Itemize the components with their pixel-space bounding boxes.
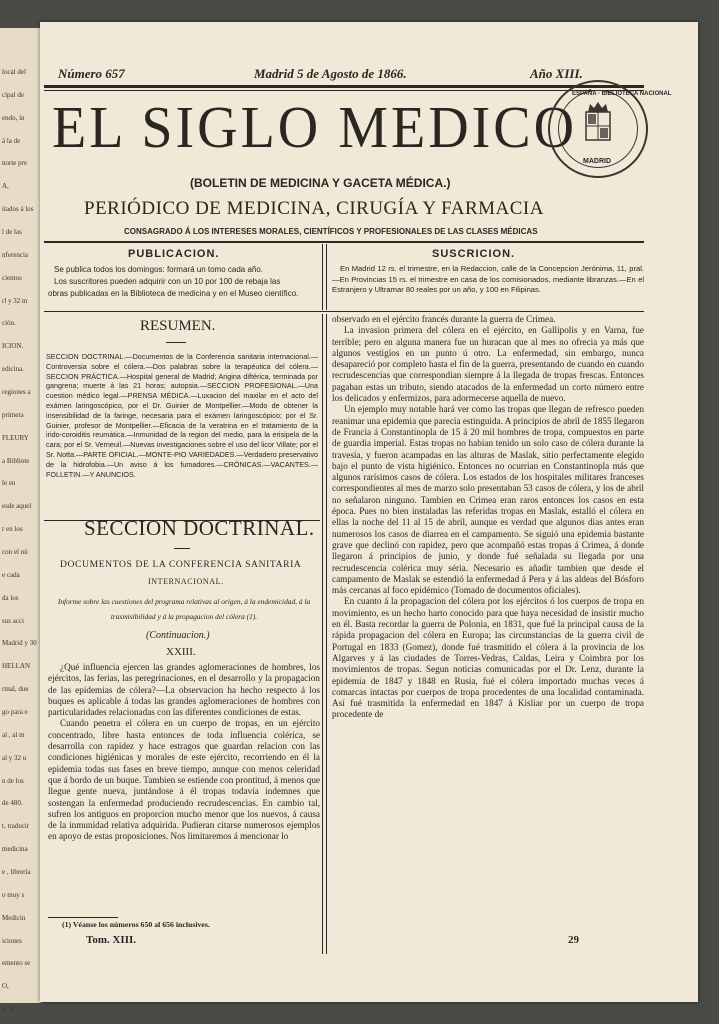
issue-date: Madrid 5 de Agosto de 1866.	[254, 66, 407, 81]
previous-page-fragment: da los	[2, 593, 19, 602]
previous-page-fragment: medicina	[2, 845, 28, 854]
issue-year: Año XIII.	[530, 66, 583, 81]
issue-number: Número 657	[58, 66, 125, 81]
previous-page-fragment: o muy s	[2, 890, 25, 899]
previous-page-fragment: cientos	[2, 273, 22, 282]
page-number: 29	[568, 934, 579, 946]
previous-page-fragment: Madrid y 30	[2, 639, 37, 648]
column-divider-2	[326, 314, 327, 954]
subtitle-boletin: (BOLETIN DE MEDICINA Y GACETA MÉDICA.)	[190, 176, 451, 190]
previous-page-fragment: esde aquel	[2, 502, 32, 511]
paragraph: Cuando penetra el cólera en un cuerpo de tropas, en un ejército concentrado, libre hasta entonces de toda influencia colérica, se desarrolla con rapidez y hace estragos que guardan relacion con las condiciones higiénicas y morales de este ejército, recorriendo en él la epidemia todas sus fases en breve tiempo, aunque con menos celeridad que á bordo de un buque. Tambien se estiende con prontitud, á menos que llegue gente nueva, juntándose á él tropas todavía indemnes que sostengan la enfermedad produciendo recrudescencias. En cambio tal, sufren los antiguos en proporcion mucho menor que los nuevos, á causa de la inmunidad relativa adquirida. Pudieran citarse numerosos ejemplos en apoyo de estas proposiciones. Nos limitaremos á mencionar lo	[48, 718, 320, 842]
previous-page-fragment: o, 4.	[2, 1005, 15, 1014]
stamp-bottom-text: MADRID	[583, 158, 611, 165]
previous-page-fragment: Medicin	[2, 913, 26, 922]
doc-title: DOCUMENTOS DE LA CONFERENCIA SANITARIA	[60, 559, 302, 570]
previous-page-fragment: norte pre	[2, 159, 28, 168]
previous-page-fragment: e cada	[2, 570, 20, 579]
previous-page-edge	[0, 28, 42, 1014]
publicacion-line: Se publica todos los domingos: formará un tomo cada año.	[54, 265, 264, 274]
masthead-title: EL SIGLO MEDICO	[52, 95, 578, 161]
previous-page-fragment: al , al m	[2, 730, 25, 739]
box-divider-2	[326, 244, 327, 310]
seccion-title: SECCION DOCTRINAL.	[84, 516, 315, 540]
stamp-top-text: ESPAÑA · BIBLIOTECA NACIONAL	[572, 91, 672, 97]
paragraph: Un ejemplo muy notable hará ver como las tropas que llegan de refresco pueden reanimar una epidemia que parecia estinguida. A principios de abril de 1855 llegaron de Francia á Constantinopla de 15 á 20 mil hombres de tropa, compuestos en parte de guardia imperial. Estas tropas no habian tenido un solo caso de cólera durante la travesía, y fueron acampadas en las alturas de Maslak, sitio perfectamente elegido bajo el punto de vista higiénico. Entonces no ocurrian en Constantinopla más que algunos rarísimos casos de cólera. Los estados de los hospitales militares franceses correspondientes al mes de marzo solo presentaban 53 casos de cólera, y los de abril no señalaron ninguno. Tambien en Crimea eran raros entonces los casos en esta época. Pues no bien instaladas las referidas tropas en Maslak, estalló el cólera en ellas la noche del 11 al 15 de abril, aunque es verdad que algunos dias antes eran numerosos los casos de diarrea en el campamento. Se siguió una epidemia bastante grave que declinó con rapidez, pero que acompañó estas tropas á Crimea, á donde llegaron á principios de junio, y donde fué señalada su llegada por una recrudescencia colérica muy séria. Necesario es añadir tambien que desde el campamento de Maslak se estendió la enfermedad á Pera y á las aldeas del Bósforo más cercanas al foco epidémico (Tomado de documentos oficiales).	[332, 404, 645, 596]
paragraph: ¿Qué influencia ejercen las grandes aglomeraciones de hombres, los ejércitos, las ferias, las peregrinaciones, en el desarrollo y la propagacion de las epidemias de cólera?—La observacion ha hecho respecto á los buques es aplicable á todas las grandes aglomeraciones de hombres con particularidades relacionadas con las diferentes condiciones de estas.	[48, 662, 320, 718]
resumen-text: SECCION DOCTRINAL.—Documentos de la Conferencia sanitaria internacional.—Controversia sobre el cólera.—Dos palabras sobre la terapéutica del cólera.—SECCION PRÁCTICA.—Hospital general de Madrid; Angina diftérica, terminada por gangrena; muerte á las 21 horas; autopsia.—SECCION PROFESIONAL.—Una cuestion médico legal.—PRENSA MÉDICA.—Luxacion del maxilar en el acto del exámen laringoscópico, por el Dr. Guinier de Montpellier.—Modo de obtener la insensibilidad de la faringe, necesaria para el exámen laringoscópico; por el Sr. Guinier, profesor de Montpellier.—Eficacia de la veratrina en el tratamiento de la irido-coroiditis reumática.—Inmunidad de la region del medio, para la erisipela de la cara; por el Sr. Verneuil.—Nuevas investigaciones sobre el uso del licor Villate; por el Sr. Notta.—PARTE OFICIAL.—MONTE-PIO VARIEDADES.—Verdadero preservativo de la hidrofobia.—Un aviso á los fumadores.—CRÓNICAS.—VACANTES.—FOLLETIN.—Y ANUNCIOS.	[46, 352, 318, 479]
previous-page-fragment: sus acci	[2, 616, 24, 625]
paragraph: La invasion primera del cólera en el ejército, en Gallípolis y en Varna, fue terrible; pero en alguna manera fue un huracan que al mes no ofrecia ya más que algunos vestigios en un punto ú otro. La enfermedad, sin embargo, nunca desapareció por completo hasta el fin de la guerra, presentando de cuando en cuando recrudescencias que correspondian siempre á la llegada de tropas frescas. Entonces pagaban estas un tributo, siendo atacados de la enfermedad un corto número entre los delicados y enfermizos, para adormecerse aquella de nuevo.	[332, 325, 644, 404]
publicacion-line: obras publicadas en la Biblioteca de medicina y en el Museo científico.	[48, 289, 299, 298]
library-stamp	[548, 80, 672, 178]
previous-page-fragment: a Bibliote	[2, 456, 30, 465]
column-divider	[322, 314, 323, 954]
continuacion-label: (Continuacion.)	[146, 630, 210, 641]
resumen-dash	[166, 342, 186, 343]
previous-page-fragment: emento se	[2, 959, 31, 968]
previous-page-fragment: primera	[2, 410, 24, 419]
previous-page-fragment: A,	[2, 182, 9, 191]
tome-label: Tom. XIII.	[86, 934, 137, 946]
previous-page-fragment: ICION.	[2, 342, 24, 351]
previous-page-fragment: r en los	[2, 525, 23, 534]
chapter-number: XXIII.	[166, 646, 196, 658]
previous-page-fragment: HELLAN	[2, 662, 30, 671]
right-column-text	[332, 314, 644, 721]
box-divider	[322, 244, 323, 310]
previous-page-fragment: O,	[2, 982, 9, 991]
previous-page-fragment: e , librería	[2, 868, 31, 876]
previous-page-fragment: nferencia	[2, 250, 29, 259]
footnote: (1) Véanse los números 650 al 656 inclusives.	[62, 920, 210, 929]
paragraph: En cuanto á la propagacion del cólera por los ejércitos ó los cuerpos de tropa en movimiento, es un hecho harto conocido para que haya necesidad de insistir mucho en él. Basta recordar la guerra de Polonia, en 1831, que fué la principal causa de la rápida propagacion del cólera en Europa; las circunstancias de la guerra civil de Portugal en 1833 (Gomez), donde fué trasmitido el cólera á la provincia de los Algarves y á las ciudades de Torres-Vedras, Caldas, Leira y Coimbra por los movimientos de tropas. Segun noticias comunicadas por el Dr. Lenz, durante la epidemia de 1847 y 1848 en Rusia, fué el cólera importado muchas veces á comarcas intactas por cuerpos de tropa procedentes de una localidad contaminada. Así fué trasmitida la enfermedad en 1847 á Kisliar por un cuerpo de tropa procedente de	[332, 596, 644, 720]
subtitle-periodico: PERIÓDICO DE MEDICINA, CIRUGÍA Y FARMACIA	[84, 198, 544, 219]
doc-title-2: INTERNACIONAL.	[148, 577, 224, 586]
previous-page-fragment: rl y 32 m	[2, 296, 28, 305]
previous-page-fragment: regiones a	[2, 388, 31, 396]
suscricion-text: En Madrid 12 rs. el trimestre, en la Redaccion, calle de la Concepcion Jerónima, 11, pral.—En Provincias 15 rs. el trimestre en casa de los comisionados, mediante libranzas.—En el Estranjero y Ultramar 80 reales por un año, y 100 en Filipinas.	[332, 264, 644, 294]
previous-page-fragment: de 480.	[2, 799, 23, 808]
subtitle-consagrado: CONSAGRADO Á LOS INTERESES MORALES, CIENTÍFICOS Y PROFESIONALES DE LAS CLASES MÉDICAS	[124, 227, 538, 236]
previous-page-fragment: á la de	[2, 136, 21, 145]
previous-page-fragment: go para e	[2, 708, 28, 716]
paragraph: observado en el ejército francés durante la guerra de Crimea.	[332, 314, 556, 324]
header-rule-bottom	[44, 241, 644, 243]
publicacion-title: PUBLICACION.	[128, 248, 220, 260]
informe-text: Informe sobre las cuestiones del programa relativas al origen, á la endemicidad, á la trasmisibilidad y á la propagacion del cólera (1).	[57, 597, 311, 621]
previous-page-fragment: t, traducir	[2, 822, 30, 831]
left-column-text	[48, 662, 320, 843]
footnote-rule	[48, 917, 118, 918]
previous-page-fragment: local del	[2, 68, 26, 76]
resumen-title: RESUMEN.	[140, 318, 216, 334]
publicacion-line: Los suscritores pueden adquirir con un 10 por 100 de rebaja las	[54, 277, 281, 286]
publicacion-text	[48, 264, 320, 300]
previous-page-fragment: iciones	[2, 936, 22, 945]
previous-page-fragment: con el nú	[2, 548, 28, 556]
previous-page-fragment: rmal, due	[2, 685, 29, 694]
previous-page-fragment: itados á los	[2, 205, 34, 214]
previous-page-fragment: ción.	[2, 319, 16, 328]
previous-page-fragment: n de los	[2, 776, 24, 785]
box-rule-bottom	[44, 311, 644, 312]
previous-page-fragment: le en	[2, 479, 16, 488]
previous-page-fragment: al y 32 u	[2, 753, 27, 762]
previous-page-fragment: cipal de	[2, 90, 24, 99]
previous-page-fragment: endo, in	[2, 113, 25, 122]
previous-page-fragment: l de las	[2, 228, 22, 236]
seccion-dash	[174, 548, 190, 549]
suscricion-title: SUSCRICION.	[432, 248, 516, 260]
previous-page-fragment: FLEURY	[2, 433, 29, 442]
previous-page-fragment: edicina.	[2, 365, 24, 374]
newspaper-page	[40, 22, 698, 1002]
